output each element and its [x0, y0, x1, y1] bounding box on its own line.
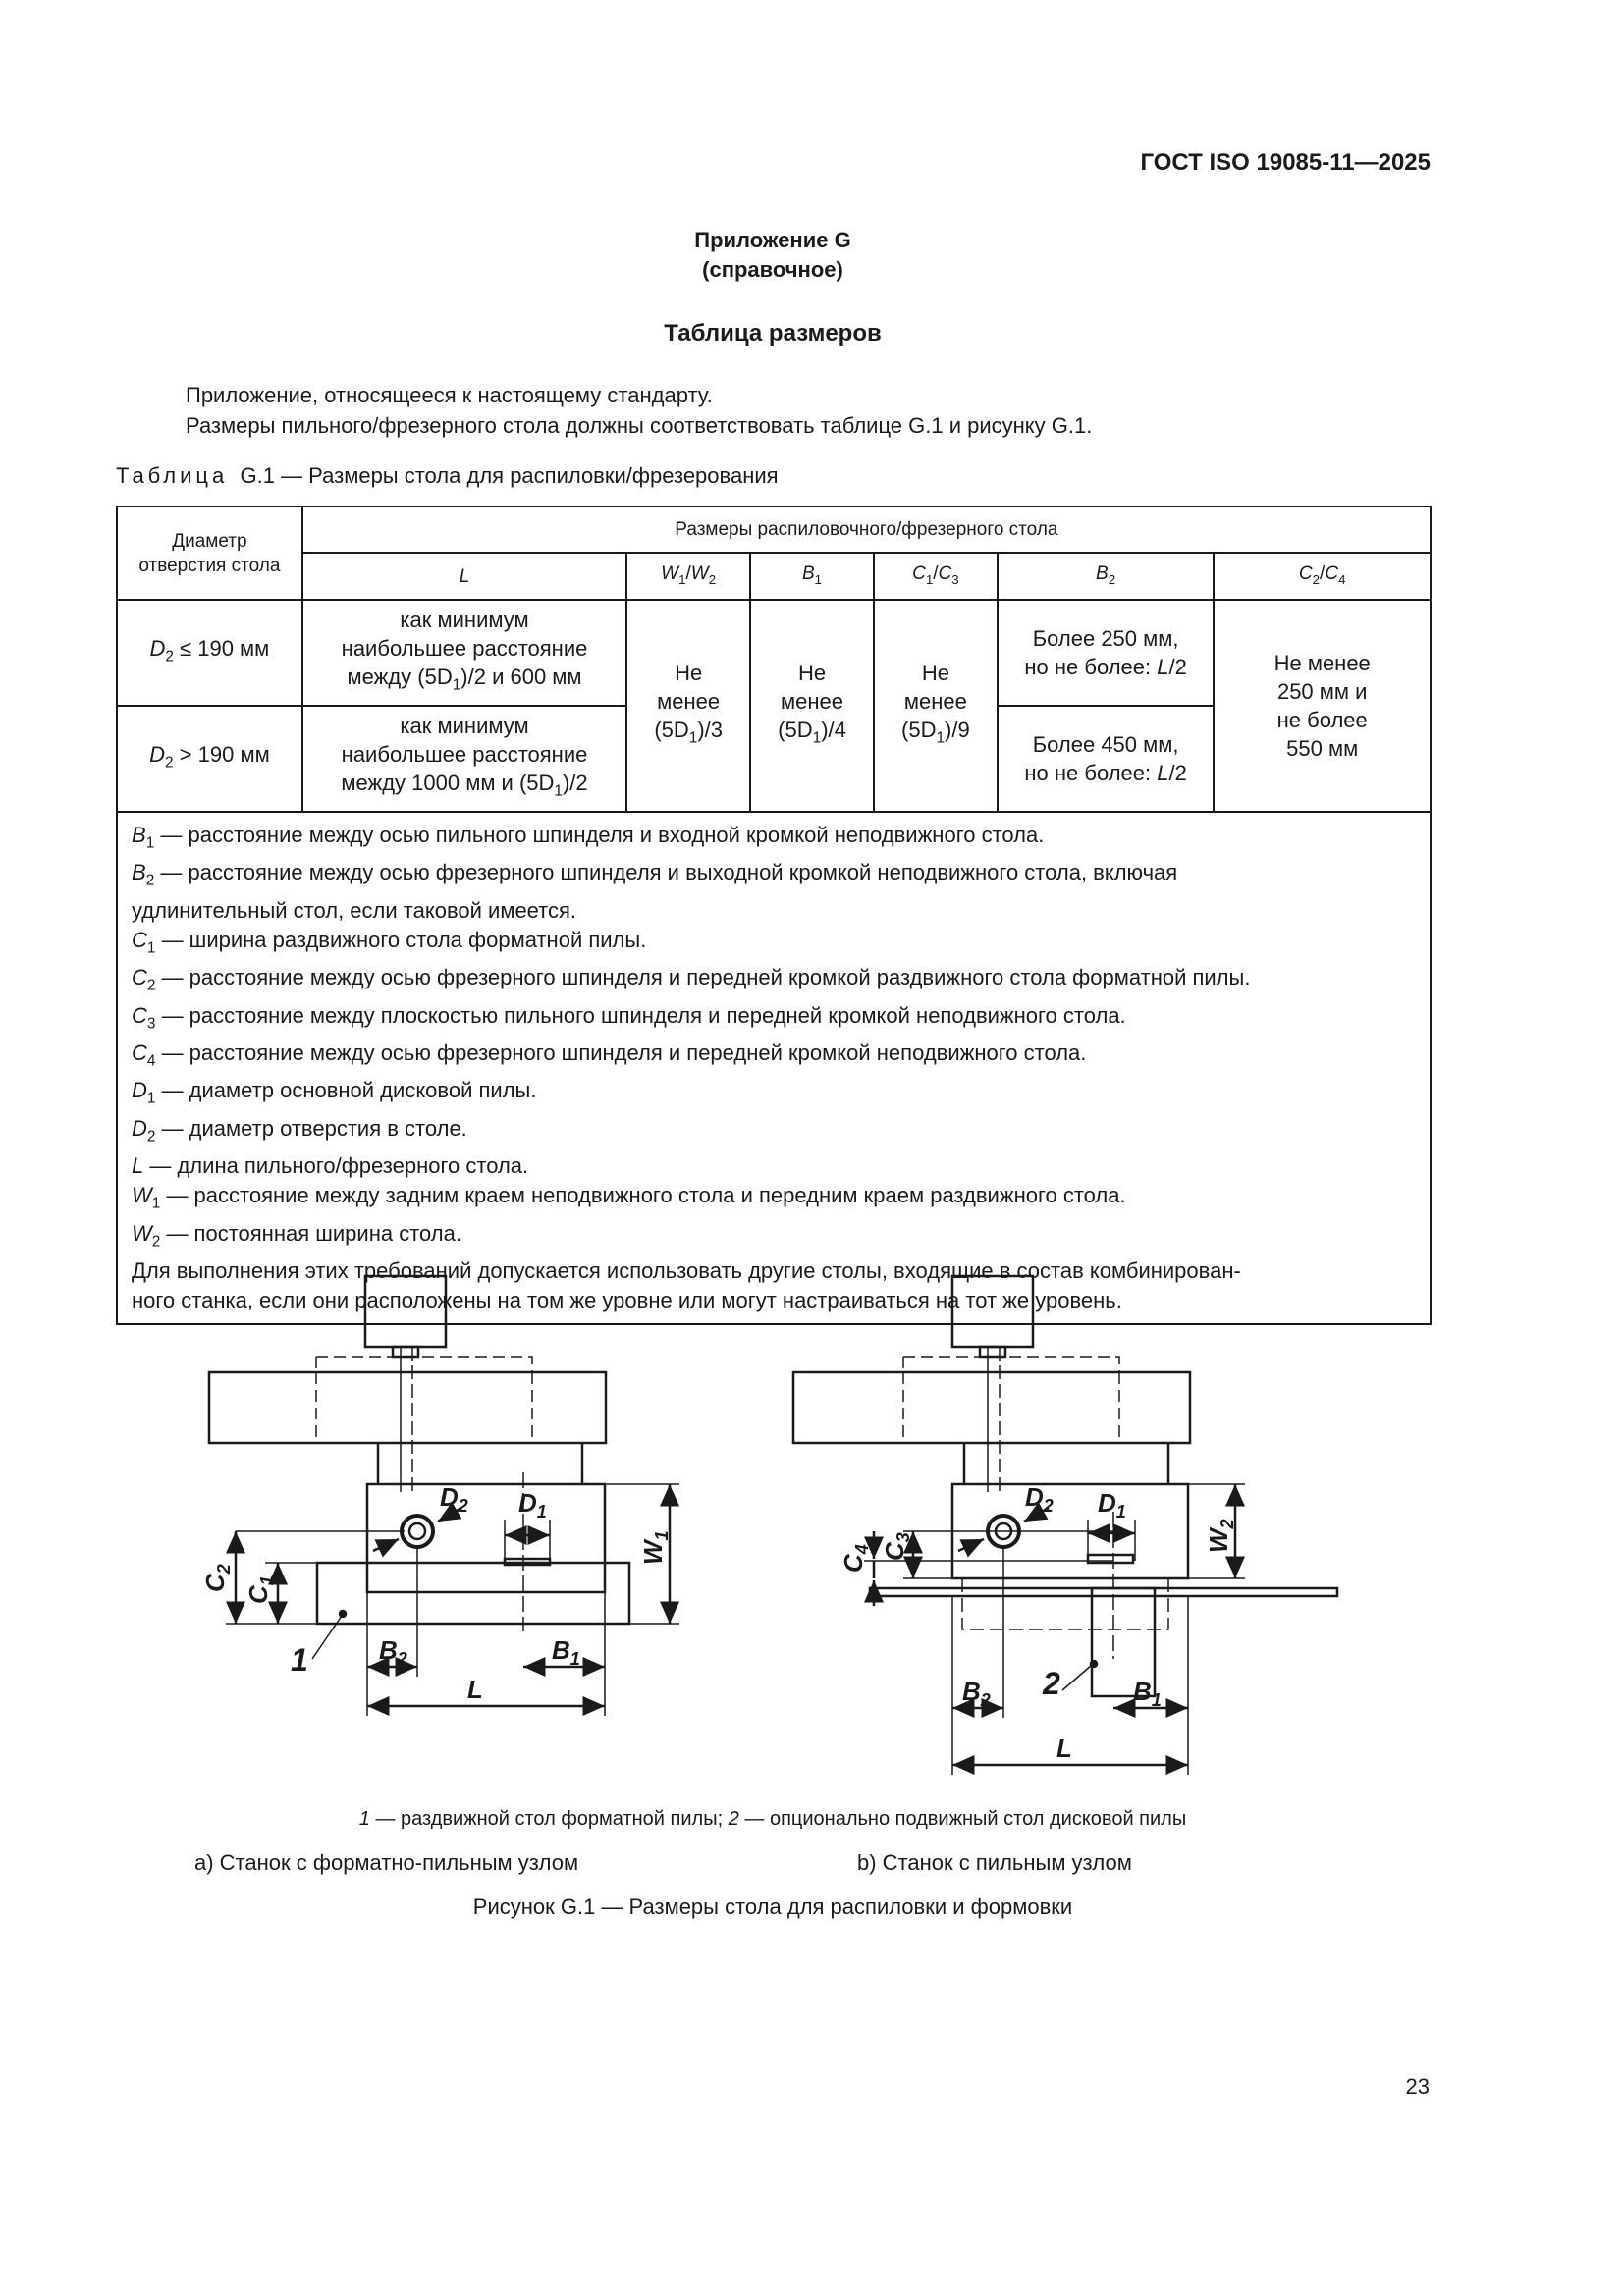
- header-B2: $B_2$: [998, 553, 1215, 600]
- cell-B1: Не менее $(5D_1)/4$: [750, 600, 874, 812]
- label-b1-b: $B_1$: [1133, 1677, 1162, 1710]
- document-header: ГОСТ ISO 19085-11—2025: [1140, 149, 1431, 176]
- note-line: ного станка, если они расположены на том же уровне или могут настраиваться на тот же уровень.: [132, 1287, 1122, 1312]
- note-line: L — длина пильного/фрезерного стола.: [132, 1153, 529, 1179]
- row2-diameter: $D_2 > 190$ мм: [117, 706, 302, 812]
- appendix-heading: Таблица размеров: [664, 320, 882, 347]
- header-C2-C4: $C_2/C_4$: [1214, 553, 1431, 600]
- note-line: $C_3$ — расстояние между плоскостью пильного шпинделя и передней кромкой неподвижного стола.: [132, 1002, 1126, 1032]
- label-w2-b: $W_2$: [1204, 1519, 1237, 1553]
- page-number: 23: [1405, 2074, 1430, 2099]
- dimensions-table: [116, 506, 1432, 1325]
- d1-ext-a: [505, 1520, 550, 1561]
- note-line: $B_2$ — расстояние между осью фрезерного шпинделя и выходной кромкой неподвижного стола, включая: [132, 860, 1178, 889]
- row1-L: как минимум наибольшее расстояние между $(5D_1)/2$ и 600 мм: [302, 600, 626, 706]
- header-W1-W2: $W_1/W_2$: [626, 553, 750, 600]
- n1-dot: [340, 1611, 346, 1617]
- table-hole-inner-a: [409, 1523, 425, 1539]
- drawing-a: [200, 1276, 679, 1716]
- label-c1-a: $C_1$: [244, 1575, 277, 1604]
- hidden-outline-a: [316, 1357, 532, 1372]
- bottom-ext-a: [367, 1547, 605, 1716]
- n2-leader: [1062, 1665, 1092, 1690]
- upper-table-b: [793, 1372, 1190, 1443]
- cell-C1-C3: Не менее $(5D_1)/9$: [874, 600, 998, 812]
- label-w1-a: $W_1$: [638, 1530, 672, 1565]
- label-c4-b: $C_4$: [839, 1544, 872, 1573]
- label-d2-b: $D_2$: [1025, 1482, 1054, 1516]
- spindle-motor-a: [365, 1276, 446, 1347]
- column-a: [378, 1443, 582, 1484]
- note-line: Для выполнения этих требований допускается использовать другие столы, входящие в состав комбинирован-: [132, 1257, 1241, 1283]
- header-L: L: [302, 553, 626, 600]
- intro-paragraph-1: Приложение, относящееся к настоящему стандарту.: [186, 383, 713, 407]
- note-line: $C_2$ — расстояние между осью фрезерного шпинделя и передней кромкой раздвижного стола форматной пилы.: [132, 965, 1251, 994]
- row2-L: как минимум наибольшее расстояние между 1000 мм и $(5D_1)/2$: [302, 706, 626, 812]
- figure-legend: 1 — раздвижной стол форматной пилы; 2 — опционально подвижный стол дисковой пилы: [358, 1808, 1187, 1830]
- note-line: $D_1$ — диаметр основной дисковой пилы.: [132, 1078, 537, 1107]
- subcaption-a: а) Станок с форматно-пильным узлом: [194, 1850, 579, 1875]
- cell-C2-C4: Не менее 250 мм и не более 550 мм: [1214, 600, 1431, 812]
- n2-dot: [1091, 1661, 1097, 1667]
- header-C1-C3: $C_1/C_3$: [874, 553, 998, 600]
- label-c3-b: $C_3$: [880, 1532, 913, 1561]
- note-line: $W_2$ — постоянная ширина стола.: [132, 1220, 461, 1250]
- label-n1: 1: [291, 1642, 308, 1678]
- upper-table-a: [209, 1372, 606, 1443]
- figure-title: Рисунок G.1 — Размеры стола для распиловки и формовки: [472, 1895, 1073, 1919]
- column-b: [964, 1443, 1168, 1484]
- figure-g1: [0, 1266, 1624, 1796]
- saw-blade-b: [1088, 1555, 1133, 1563]
- table-notes: [117, 812, 1431, 1324]
- label-b1-a: $B_1$: [552, 1635, 580, 1669]
- row1-B2: Более 250 мм, но не более: L/2: [998, 600, 1215, 706]
- header-diameter: Диаметр отверстия стола: [117, 507, 302, 600]
- label-d1-a: $D_1$: [518, 1488, 547, 1522]
- header-group: Размеры распиловочного/фрезерного стола: [302, 507, 1431, 553]
- label-d1-b: $D_1$: [1098, 1488, 1126, 1522]
- label-l-b: L: [1056, 1734, 1072, 1763]
- note-line: $C_4$ — расстояние между осью фрезерного шпинделя и передней кромкой неподвижного стола.: [132, 1040, 1087, 1070]
- label-d2-a: $D_2$: [440, 1482, 468, 1516]
- table-caption-prefix: Таблица: [116, 463, 229, 488]
- label-b2-b: $B_2$: [962, 1677, 991, 1710]
- spindle-motor-b: [952, 1276, 1033, 1347]
- intro-paragraph-2: Размеры пильного/фрезерного стола должны соответствовать таблице G.1 и рисунку G.1.: [186, 413, 1093, 438]
- cell-W1-W2: Не менее $(5D_1)/3$: [626, 600, 750, 812]
- row1-diameter: $D_2 \le 190$ мм: [117, 600, 302, 706]
- note-line: $D_2$ — диаметр отверстия в столе.: [132, 1115, 467, 1146]
- hidden-outline-b: [903, 1357, 1119, 1372]
- table-caption: [116, 463, 779, 489]
- note-line: $B_1$ — расстояние между осью пильного шпинделя и входной кромкой неподвижного стола.: [132, 823, 1045, 852]
- note-line: удлинительный стол, если таковой имеется.: [132, 897, 577, 923]
- appendix-title: Приложение G: [694, 228, 851, 252]
- note-line: $W_1$ — расстояние между задним краем неподвижного стола и передним краем раздвижного стола.: [132, 1183, 1126, 1212]
- hidden-edge-a: [316, 1372, 532, 1443]
- row2-B2: Более 450 мм, но не более: L/2: [998, 706, 1215, 812]
- hidden-table-b: [962, 1578, 1168, 1629]
- table-caption-text: G.1 — Размеры стола для распиловки/фрезерования: [240, 463, 779, 488]
- table-hole-a: [402, 1516, 433, 1547]
- header-B1: $B_1$: [750, 553, 874, 600]
- spindle-coupling-a: [393, 1347, 418, 1357]
- label-l-a: L: [467, 1675, 483, 1704]
- hidden-edge-b: [903, 1372, 1119, 1443]
- label-c2-a: $C_2$: [200, 1564, 234, 1592]
- subcaption-b: b) Станок с пильным узлом: [857, 1850, 1132, 1875]
- spindle-coupling-b: [980, 1347, 1005, 1357]
- d2-leader-b2: [958, 1539, 984, 1551]
- label-b2-a: $B_2$: [379, 1635, 407, 1669]
- label-n2: 2: [1043, 1666, 1060, 1701]
- d2-leader-a2: [373, 1539, 399, 1551]
- note-line: $C_1$ — ширина раздвижного стола форматной пилы.: [132, 927, 647, 957]
- drawing-b: [793, 1276, 1337, 1775]
- appendix-status: (справочное): [702, 257, 843, 282]
